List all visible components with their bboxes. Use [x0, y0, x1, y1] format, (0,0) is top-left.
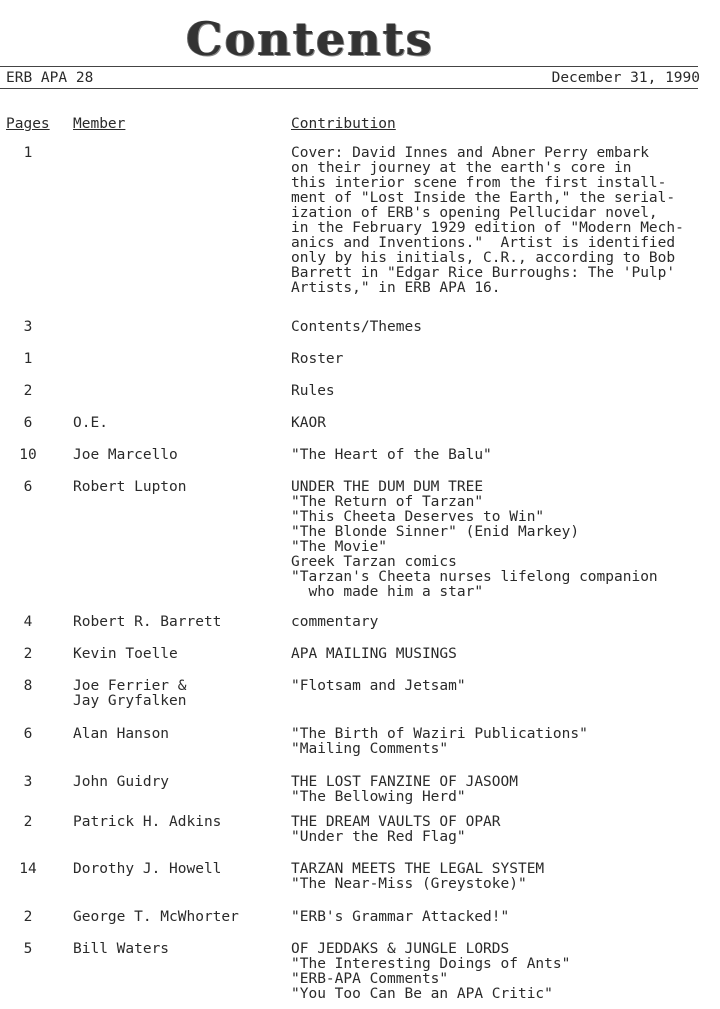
row-pages: 1 [23, 351, 33, 367]
row-contribution: UNDER THE DUM DUM TREE "The Return of Tarzan" "This Cheeta Deserves to Win" "The Blonde Sinner" (Enid Markey) "The Movie" Greek Tarzan comics "Tarzan's Cheeta nurses lifelong companion who made him a star" [291, 479, 658, 600]
row-pages: 6 [23, 415, 33, 431]
page-title: Contents [186, 12, 434, 66]
row-contribution: "The Birth of Waziri Publications" "Mailing Comments" [291, 726, 588, 757]
row-member: John Guidry [73, 774, 170, 790]
row-pages: 4 [23, 614, 33, 630]
row-pages: 2 [23, 646, 33, 662]
row-pages: 14 [19, 861, 37, 877]
row-contribution: "ERB's Grammar Attacked!" [291, 909, 510, 925]
column-header-contribution: Contribution [291, 116, 396, 132]
row-pages: 10 [19, 447, 37, 463]
row-pages: 3 [23, 319, 33, 335]
row-member: Dorothy J. Howell [73, 861, 222, 877]
row-pages: 5 [23, 941, 33, 957]
row-member: Joe Marcello [73, 447, 178, 463]
issue-label: ERB APA 28 [6, 70, 94, 86]
row-pages: 8 [23, 678, 33, 694]
row-member: Patrick H. Adkins [73, 814, 222, 830]
column-header-pages: Pages [6, 116, 50, 132]
row-contribution: THE DREAM VAULTS OF OPAR "Under the Red Flag" [291, 814, 501, 845]
row-contribution: "Flotsam and Jetsam" [291, 678, 466, 694]
row-member: Robert R. Barrett [73, 614, 222, 630]
row-pages: 1 [23, 145, 33, 161]
row-pages: 2 [23, 383, 33, 399]
row-contribution: Roster [291, 351, 344, 367]
row-contribution: THE LOST FANZINE OF JASOOM "The Bellowing Herd" [291, 774, 518, 805]
row-member: George T. McWhorter [73, 909, 239, 925]
issue-date: December 31, 1990 [551, 70, 700, 86]
row-pages: 3 [23, 774, 33, 790]
row-member: Kevin Toelle [73, 646, 178, 662]
row-pages: 6 [23, 479, 33, 495]
row-pages: 2 [23, 909, 33, 925]
row-contribution: TARZAN MEETS THE LEGAL SYSTEM "The Near-Miss (Greystoke)" [291, 861, 545, 892]
row-contribution: KAOR [291, 415, 326, 431]
row-member: Joe Ferrier & Jay Gryfalken [73, 678, 187, 709]
row-member: Bill Waters [73, 941, 170, 957]
row-member: O.E. [73, 415, 108, 431]
header-rule-bottom [0, 88, 698, 89]
row-member: Robert Lupton [73, 479, 187, 495]
row-pages: 2 [23, 814, 33, 830]
header-rule-top [0, 66, 698, 67]
row-member: Alan Hanson [73, 726, 170, 742]
column-header-member: Member [73, 116, 126, 132]
row-contribution: "The Heart of the Balu" [291, 447, 492, 463]
row-contribution: OF JEDDAKS & JUNGLE LORDS "The Interesting Doings of Ants" "ERB-APA Comments" "You Too Can Be an APA Critic" [291, 941, 571, 1002]
row-contribution: Contents/Themes [291, 319, 422, 335]
row-contribution: Cover: David Innes and Abner Perry embark on their journey at the earth's core in this interior scene from the first install- ment of "Lost Inside the Earth," the serial- ization of ERB's opening Pellucidar novel, in the February 1929 edition of "Modern Mech- anics and Inventions." Artist is identified only by his initials, C.R., according to Bob Barrett in "Edgar Rice Burroughs: The 'Pulp' Artists," in ERB APA 16. [291, 145, 684, 296]
row-contribution: Rules [291, 383, 335, 399]
row-pages: 6 [23, 726, 33, 742]
row-contribution: commentary [291, 614, 379, 630]
row-contribution: APA MAILING MUSINGS [291, 646, 457, 662]
